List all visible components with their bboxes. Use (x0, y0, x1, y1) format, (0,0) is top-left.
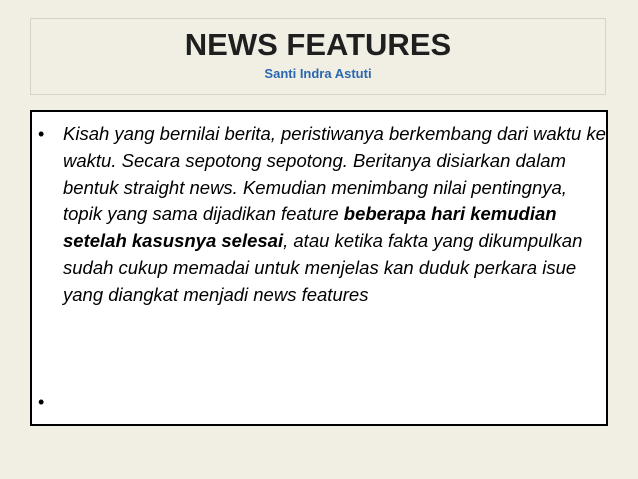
slide-title: NEWS FEATURES (184, 27, 452, 62)
text-segment: Kisah yang bernilai berita, peristiwanya berkembang dari waktu ke waktu. Secara sepotong sepotong. Beritanya disiarkan dalam bentuk straight news. Kemudian menimbang nilai pentingnya, topik yang sama dijadikan feature (63, 123, 606, 225)
author-name: Santi Indra Astuti (264, 66, 372, 81)
bullet-paragraph (63, 121, 608, 309)
bullet-marker: • (38, 392, 45, 412)
title-box (30, 18, 606, 95)
bullet-marker: • (38, 124, 45, 144)
text-segment: , atau ketika fakta yang dikumpulkan sudah cukup memadai untuk menjelas kan duduk perkara isue yang diangkat menjadi news features (63, 230, 583, 305)
content-box (30, 110, 608, 426)
bold-text-segment: beberapa hari kemudian setelah kasusnya selesai (63, 203, 557, 252)
bullet-item-1 (38, 121, 606, 309)
